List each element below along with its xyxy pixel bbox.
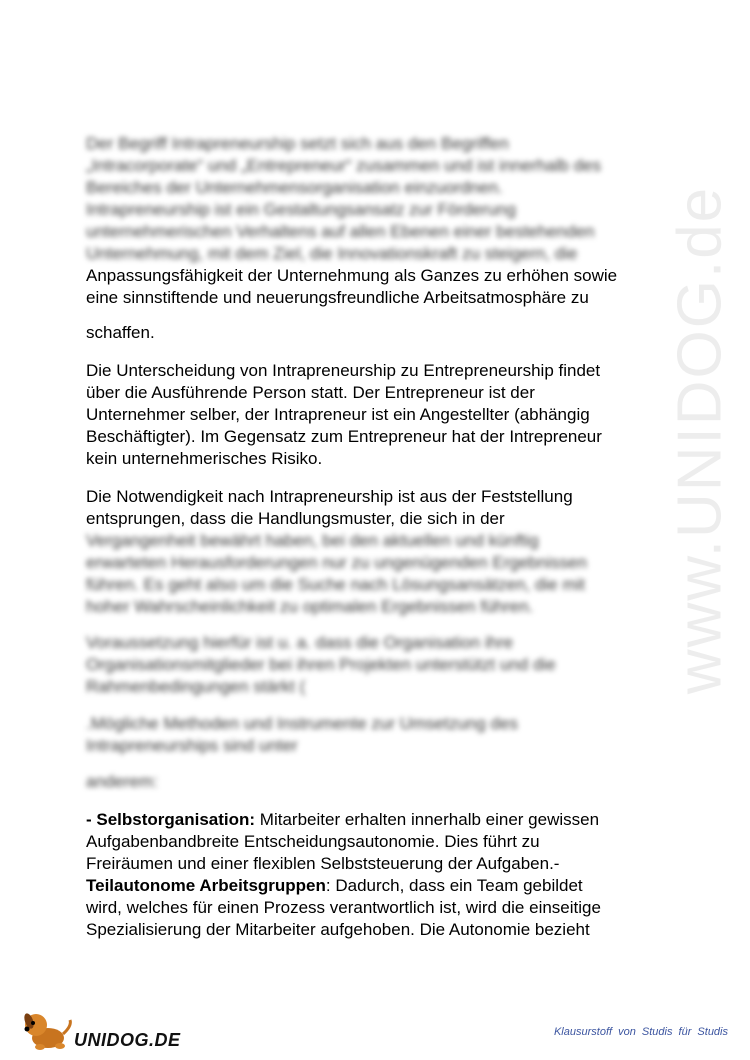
- text-segment: : Dadurch, dass ein Team gebildet: [325, 876, 583, 895]
- text-line: führen. Es geht also um die Suche nach Lösungsansätzen, die mit: [86, 575, 585, 594]
- text-line: Voraussetzung hierfür ist u. a. dass die Organisation ihre: [86, 633, 514, 652]
- footer-slogan: Klausurstoff von Studis für Studis: [553, 1026, 728, 1038]
- text-line: unternehmerischen Verhaltens auf allen Ebenen einer bestehenden: [86, 222, 595, 241]
- watermark: www.UNIDOG.de: [665, 185, 735, 695]
- paragraph-methods-intro: [86, 713, 686, 757]
- text-line: „Intracorporate“ und „Entrepreneur“ zusammen und ist innerhalb des: [86, 156, 601, 175]
- paragraph-end-line: [86, 322, 686, 344]
- text-line: über die Ausführende Person statt. Der Entrepreneur ist der: [86, 383, 535, 402]
- unidog-logo[interactable]: [22, 1008, 182, 1052]
- text-line: schaffen.: [86, 323, 155, 342]
- text-line: anderem:: [86, 772, 158, 791]
- text-line: [86, 875, 686, 897]
- text-line: entsprungen, dass die Handlungsmuster, die sich in der: [86, 509, 505, 528]
- text-line: Rahmenbedingungen stärkt (: [86, 677, 306, 696]
- text-line: Unternehmer selber, der Intrapreneur ist ein Angestellter (abhängig: [86, 405, 590, 424]
- text-line: hoher Wahrscheinlichkeit zu optimalen Ergebnissen führen.: [86, 597, 534, 616]
- text-line: kein unternehmerisches Risiko.: [86, 449, 323, 468]
- text-line: .Mögliche Methoden und Instrumente zur Umsetzung des: [86, 714, 518, 733]
- text-line: Der Begriff Intrapreneurship setzt sich aus den Begriffen: [86, 134, 509, 153]
- paragraph-intrapreneurship-definition: [86, 133, 686, 309]
- dog-icon: [22, 1008, 78, 1052]
- term-selbstorganisation: - Selbstorganisation:: [86, 810, 256, 829]
- text-line: Die Unterscheidung von Intrapreneurship zu Entrepreneurship findet: [86, 361, 601, 380]
- text-line: Vergangenheit bewährt haben, bei den aktuellen und künftig: [86, 531, 539, 550]
- paragraph-distinction: [86, 360, 686, 470]
- text-line: erwarteten Herausforderungen nur zu ungenügenden Ergebnissen: [86, 553, 587, 572]
- text-line: [86, 809, 686, 831]
- paragraph-methods-list: [86, 809, 686, 941]
- text-line: Freiräumen und einer flexiblen Selbststeuerung der Aufgaben.-: [86, 854, 560, 873]
- text-line: Intrapreneurship ist ein Gestaltungsansatz zur Förderung: [86, 200, 516, 219]
- text-line: Die Notwendigkeit nach Intrapreneurship ist aus der Feststellung: [86, 487, 573, 506]
- text-line: Unternehmung, mit dem Ziel, die Innovationskraft zu steigern, die: [86, 244, 578, 263]
- text-line: Spezialisierung der Mitarbeiter aufgehoben. Die Autonomie bezieht: [86, 920, 590, 939]
- text-line: Intrapreneurships sind unter: [86, 736, 298, 755]
- text-segment: Mitarbeiter erhalten innerhalb einer gewissen: [255, 810, 600, 829]
- text-line: Bereiches der Unternehmensorganisation einzuordnen.: [86, 178, 503, 197]
- logo-text: UNIDOG.DE: [74, 1030, 181, 1050]
- paragraph-methods-continued: [86, 771, 686, 793]
- text-line: Aufgabenbandbreite Entscheidungsautonomie. Dies führt zu: [86, 832, 540, 851]
- text-line: eine sinnstiftende und neuerungsfreundliche Arbeitsatmosphäre zu: [86, 288, 589, 307]
- text-line: wird, welches für einen Prozess verantwortlich ist, wird die einseitige: [86, 898, 601, 917]
- text-line: Anpassungsfähigkeit der Unternehmung als Ganzes zu erhöhen sowie: [86, 266, 618, 285]
- text-line: Beschäftigter). Im Gegensatz zum Entrepreneur hat der Intrepreneur: [86, 427, 602, 446]
- paragraph-necessity: [86, 486, 686, 618]
- paragraph-prerequisite: [86, 632, 686, 698]
- term-teilautonome-arbeitsgruppen: Teilautonome Arbeitsgruppen: [86, 876, 326, 895]
- text-line: Organisationsmitglieder bei ihren Projekten unterstützt und die: [86, 655, 556, 674]
